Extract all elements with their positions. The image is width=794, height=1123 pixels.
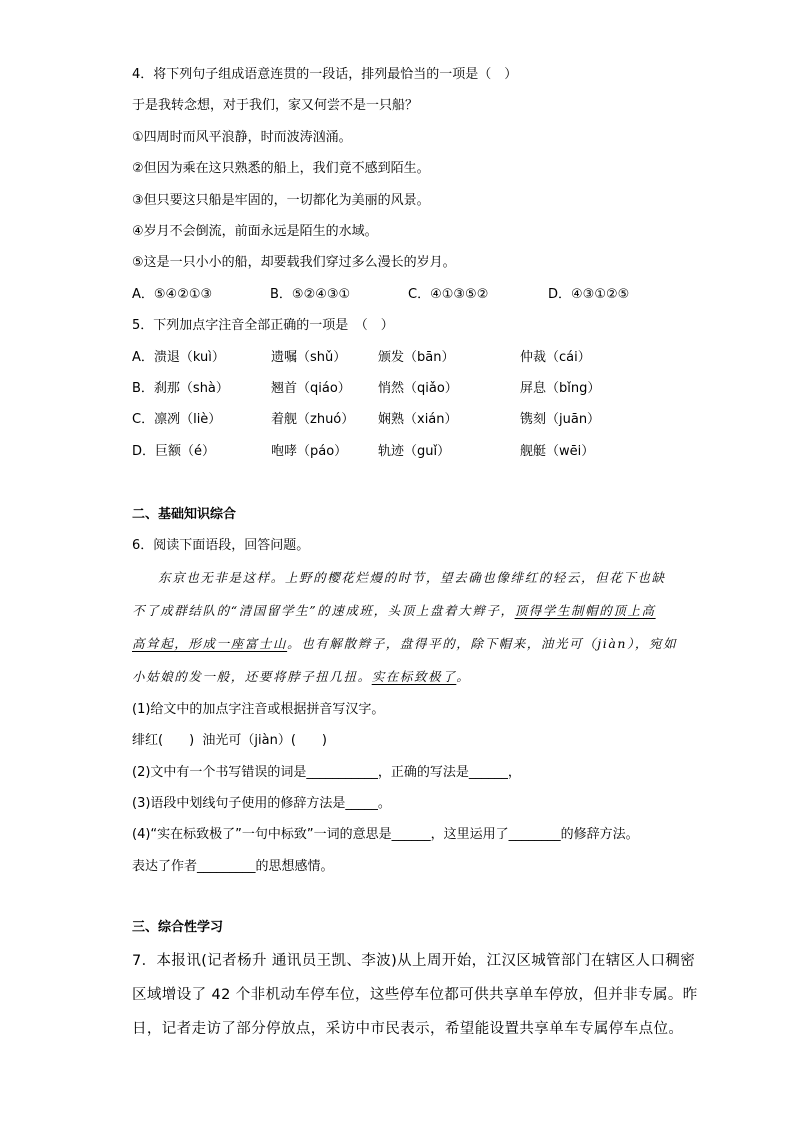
option-d-item-1: D．巨额（é） bbox=[132, 443, 216, 459]
option-a-item-1: A．溃退（kuì） bbox=[132, 349, 225, 365]
option-c-item-1: C．凛冽（liè） bbox=[132, 412, 222, 428]
passage-line-4 bbox=[132, 666, 672, 699]
option-d[interactable]: D．④③①②⑤ bbox=[548, 286, 630, 302]
question-5-option-d[interactable] bbox=[132, 441, 672, 472]
option-c[interactable]: C．④①③⑤② bbox=[408, 286, 489, 302]
passage-text: 。也有解散辫子，盘得平的，除下帽来，油光可（jiàn），宛如 bbox=[287, 635, 678, 651]
question-5-option-c[interactable] bbox=[132, 409, 672, 440]
question-7-line-2: 区域增设了 42 个非机动车停车位，这些停车位都可供共享单车停放，但并非专属。昨 bbox=[132, 986, 698, 1003]
passage-text: 不了成群结队的“清国留学生”的速成班，头顶上盘着大辫子， bbox=[132, 602, 515, 618]
sentence-1: ①四周时而风平浪静，时而波涛汹涌。 bbox=[132, 129, 352, 145]
option-c-item-3: 娴熟（xián） bbox=[378, 412, 458, 428]
question-6-stem: 6．阅读下面语段，回答问题。 bbox=[132, 538, 310, 554]
underlined-sentence: 顶得学生制帽的顶上高 bbox=[514, 602, 656, 618]
option-b-item-1: B．刹那（shà） bbox=[132, 380, 229, 396]
option-d-item-3: 轨迹（guǐ） bbox=[378, 443, 451, 459]
option-a[interactable]: A．⑤④②①③ bbox=[132, 286, 213, 302]
question-5-option-a[interactable] bbox=[132, 347, 672, 378]
underlined-sentence-end: 高耸起，形成一座富士山 bbox=[132, 635, 288, 651]
passage-text: 。 bbox=[456, 668, 471, 684]
option-b-item-3: 悄然（qiǎo） bbox=[378, 380, 458, 396]
sentence-3: ③但只要这只船是牢固的，一切都化为美丽的风景。 bbox=[132, 192, 430, 208]
question-7-line-3: 日，记者走访了部分停放点，采访中市民表示，希望能设置共享单车专属停车点位。 bbox=[132, 1020, 684, 1037]
option-a-item-3: 颁发（bān） bbox=[378, 349, 455, 365]
sub-question-2[interactable]: (2)文中有一个书写错误的词是___________，正确的写法是______， bbox=[132, 764, 521, 780]
passage-line-3 bbox=[132, 633, 678, 666]
section-2-title: 二、基础知识综合 bbox=[132, 507, 237, 523]
option-d-item-4: 舰艇（wēi） bbox=[520, 443, 595, 459]
question-7-line-1: 7．本报讯(记者杨升 通讯员王凯、李波)从上周开始，江汉区城管部门在辖区人口稠密 bbox=[132, 952, 696, 969]
question-5-stem: 5．下列加点字注音全部正确的一项是 （ ） bbox=[132, 318, 394, 334]
option-a-item-2: 遗嘱（shǔ） bbox=[271, 349, 347, 365]
underlined-phrase: 实在标致极了 bbox=[371, 668, 457, 684]
option-b-item-2: 翘首（qiáo） bbox=[271, 380, 351, 396]
option-b[interactable]: B．⑤②④③① bbox=[270, 286, 351, 302]
option-b-item-4: 屏息（bǐng） bbox=[520, 380, 601, 396]
sentence-2: ②但因为乘在这只熟悉的船上，我们竟不感到陌生。 bbox=[132, 161, 430, 177]
option-c-item-2: 着舰（zhuó） bbox=[271, 412, 355, 428]
sub-question-1: (1)给文中的加点字注音或根据拼音写汉字。 bbox=[132, 701, 385, 717]
document-page bbox=[132, 64, 698, 1051]
passage-line-1: 东京也无非是这样。上野的樱花烂熳的时节，望去确也像绯红的轻云，但花下也缺 bbox=[158, 569, 666, 585]
question-4-options bbox=[132, 284, 672, 315]
sentence-5: ⑤这是一只小小的船，却要载我们穿过多么漫长的岁月。 bbox=[132, 255, 456, 271]
sub-question-3[interactable]: (3)语段中划线句子使用的修辞方法是_____。 bbox=[132, 796, 391, 812]
sentence-4: ④岁月不会倒流，前面永远是陌生的水域。 bbox=[132, 223, 378, 239]
question-5-option-b[interactable] bbox=[132, 378, 672, 409]
sub-question-1-blanks[interactable]: 绯红( ) 油光可（jiàn）( ) bbox=[132, 733, 327, 749]
option-a-item-4: 仲裁（cái） bbox=[520, 349, 591, 365]
question-4-stem: 4．将下列句子组成语意连贯的一段话，排列最恰当的一项是（ ） bbox=[132, 67, 518, 82]
passage-line-2 bbox=[132, 600, 672, 633]
sub-question-4[interactable]: (4)“实在标致极了”一句中标致”一词的意思是______，这里运用了________的修辞方法。 bbox=[132, 827, 639, 843]
sub-question-4-cont[interactable]: 表达了作者_________的思想感情。 bbox=[132, 858, 334, 874]
section-3-title: 三、综合性学习 bbox=[132, 920, 224, 936]
option-d-item-2: 咆哮（páo） bbox=[271, 443, 348, 459]
question-4-intro: 于是我转念想，对于我们，家又何尝不是一只船？ bbox=[132, 98, 419, 114]
option-c-item-4: 镌刻（juān） bbox=[520, 412, 601, 428]
passage-text: 小姑娘的发一般，还要将脖子扭几扭。 bbox=[132, 668, 372, 684]
